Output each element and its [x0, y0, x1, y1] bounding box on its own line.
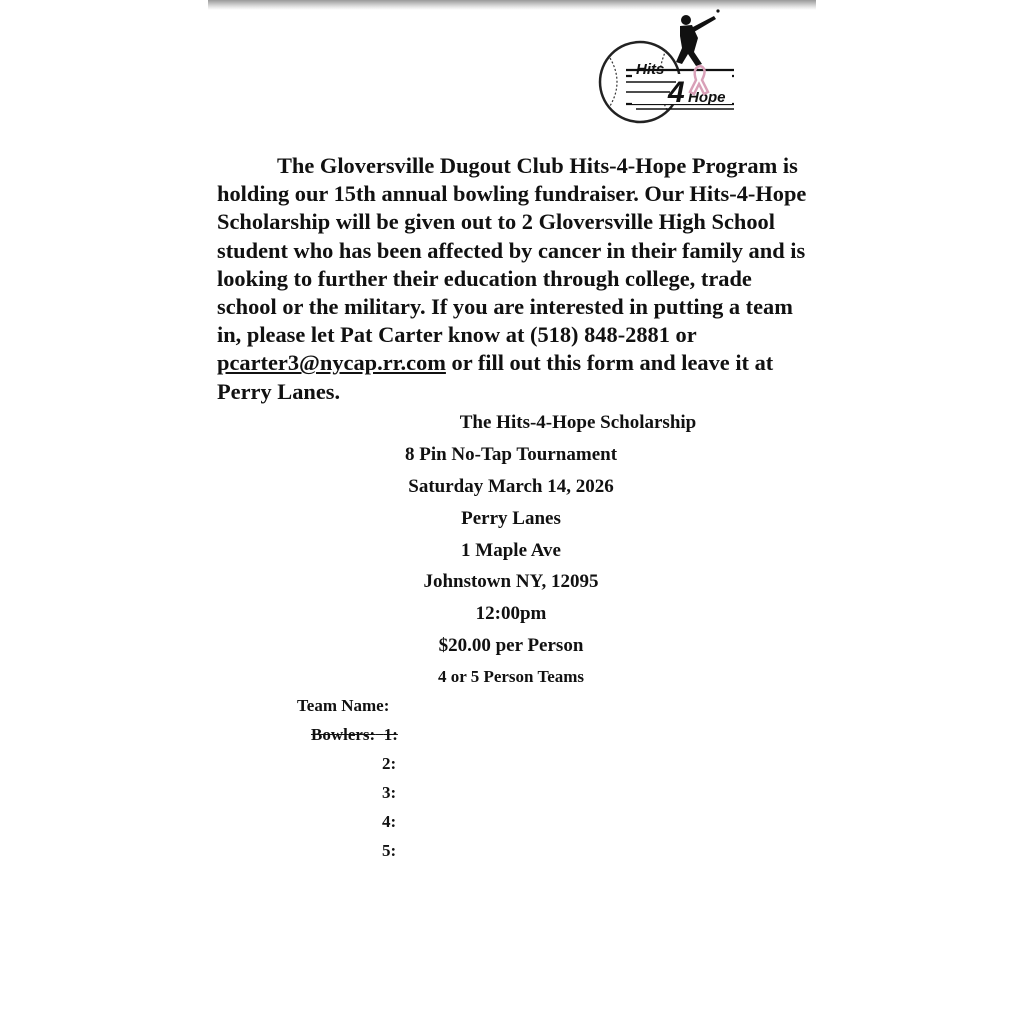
- bowler-num-2: 2:: [382, 754, 397, 773]
- bowler-num-1: 1:: [383, 725, 398, 744]
- email-link[interactable]: pcarter3@nycap.rr.com: [217, 350, 446, 376]
- bowler-num-4: 4:: [382, 812, 397, 831]
- bowler-num-3: 3:: [382, 783, 397, 802]
- event-address: 1 Maple Ave: [461, 540, 561, 561]
- logo-text-hits: Hits: [636, 61, 665, 78]
- team-name-label: Team Name:: [297, 696, 390, 715]
- logo-text-4: 4: [668, 76, 685, 109]
- event-teams: 4 or 5 Person Teams: [437, 667, 585, 686]
- intro-body: Program is holding our 15th annual bowling fundraiser. Our Hits-4-Hope Scholarship will be given out to 2 Gloversville High School student who has been affected by cancer in their family and is looking to further their education through college, trade school or the military. If you are interested in putting a team in, please let Pat Carter know at (518) 848-2881 or: [217, 153, 807, 348]
- logo-text-hope: Hope: [688, 89, 726, 106]
- bowler-num-5: 5:: [382, 841, 397, 860]
- event-date: Saturday March 14, 2026: [408, 476, 614, 497]
- bowlers-label: Bowlers:: [311, 725, 376, 744]
- event-title: The Hits-4-Hope Scholarship: [459, 412, 697, 433]
- event-city: Johnstown NY, 12095: [423, 571, 599, 592]
- intro-paragraph: [217, 152, 817, 406]
- bowlers-row: [266, 725, 398, 745]
- event-venue: Perry Lanes: [461, 508, 561, 529]
- event-time: 12:00pm: [475, 603, 547, 624]
- intro-line1: The Gloversville Dugout Club Hits-4-Hope: [277, 153, 687, 178]
- event-tournament: 8 Pin No-Tap Tournament: [404, 444, 618, 465]
- hits-4-hope-logo: [596, 8, 736, 124]
- intro-body-end: or fill out this form and leave it at Perry Lanes.: [217, 350, 774, 404]
- event-price: $20.00 per Person: [438, 635, 584, 656]
